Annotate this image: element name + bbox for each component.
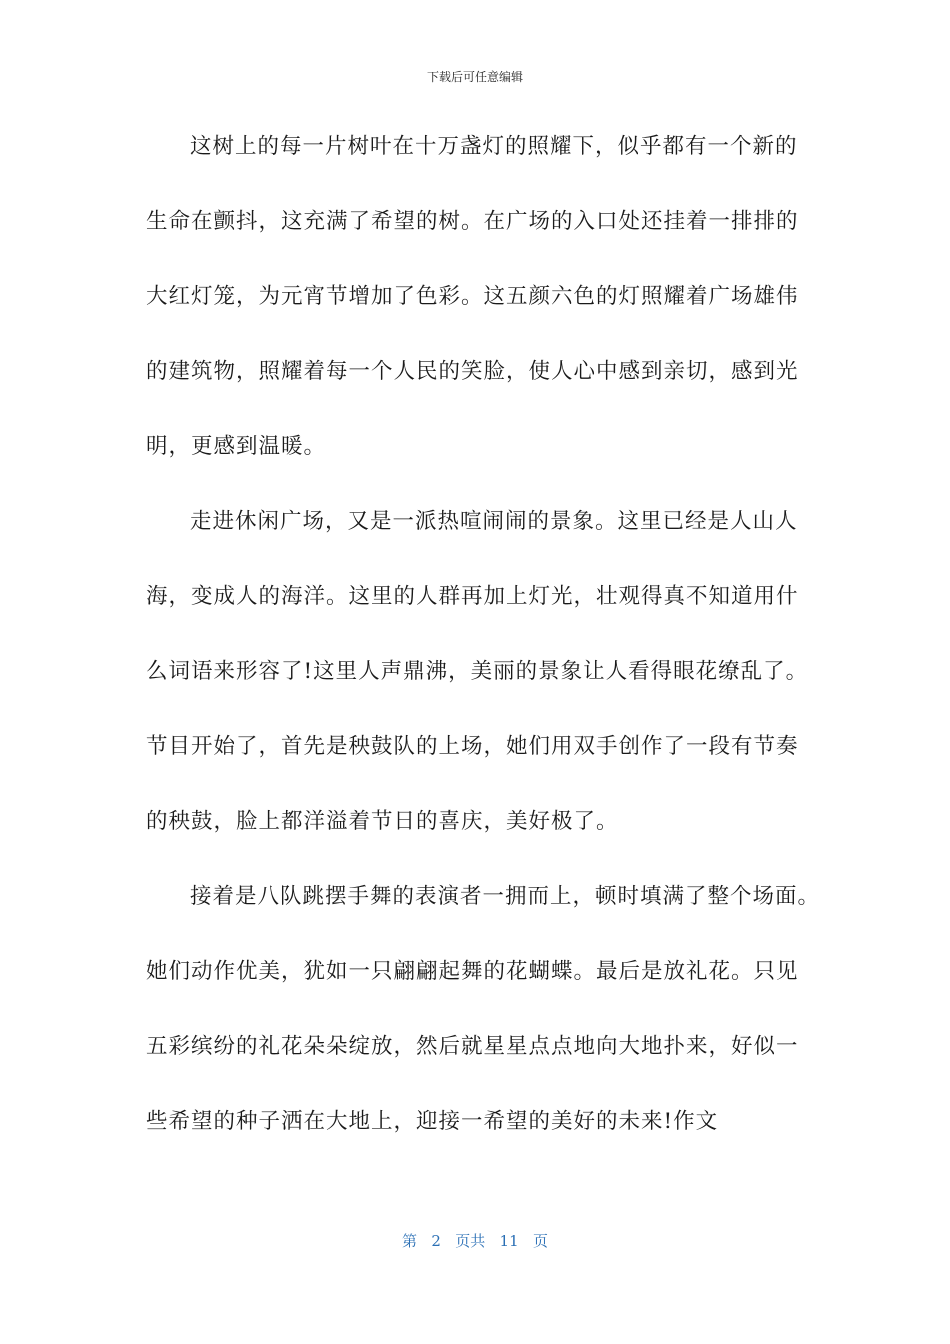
page-header: 下载后可任意编辑 [426, 70, 523, 84]
text-line: 的秧鼓，脸上都洋溢着节日的喜庆，美好极了。 [146, 809, 619, 834]
text-line: 她们动作优美，犹如一只翩翩起舞的花蝴蝶。最后是放礼花。只见 [146, 959, 799, 984]
text-line: 明，更感到温暖。 [146, 434, 327, 459]
text-line: 生命在颤抖，这充满了希望的树。在广场的入口处还挂着一排排的 [146, 209, 799, 234]
footer-prefix: 第 [402, 1232, 418, 1250]
text-line: 么词语来形容了!这里人声鼎沸，美丽的景象让人看得眼花缭乱了。 [146, 659, 809, 684]
page-footer [0, 1230, 950, 1251]
text-line: 些希望的种子洒在大地上，迎接一希望的美好的未来!作文 [146, 1109, 719, 1134]
text-line: 这树上的每一片树叶在十万盏灯的照耀下，似乎都有一个新的 [190, 134, 798, 159]
footer-page-number: 2 [431, 1232, 441, 1250]
text-line: 海，变成人的海洋。这里的人群再加上灯光，壮观得真不知道用什 [146, 584, 799, 609]
text-line: 接着是八队跳摆手舞的表演者一拥而上，顿时填满了整个场面。 [190, 884, 821, 909]
footer-total-pages: 11 [499, 1232, 519, 1250]
text-line: 大红灯笼，为元宵节增加了色彩。这五颜六色的灯照耀着广场雄伟 [146, 284, 799, 309]
text-line: 的建筑物，照耀着每一个人民的笑脸，使人心中感到亲切，感到光 [146, 359, 799, 384]
footer-middle: 页共 [455, 1232, 486, 1250]
text-line: 五彩缤纷的礼花朵朵绽放，然后就星星点点地向大地扑来，好似一 [146, 1034, 799, 1059]
footer-suffix: 页 [532, 1232, 548, 1250]
text-line: 走进休闲广场，又是一派热喧闹闹的景象。这里已经是人山人 [190, 509, 798, 534]
text-line: 节目开始了，首先是秧鼓队的上场，她们用双手创作了一段有节奏 [146, 734, 799, 759]
